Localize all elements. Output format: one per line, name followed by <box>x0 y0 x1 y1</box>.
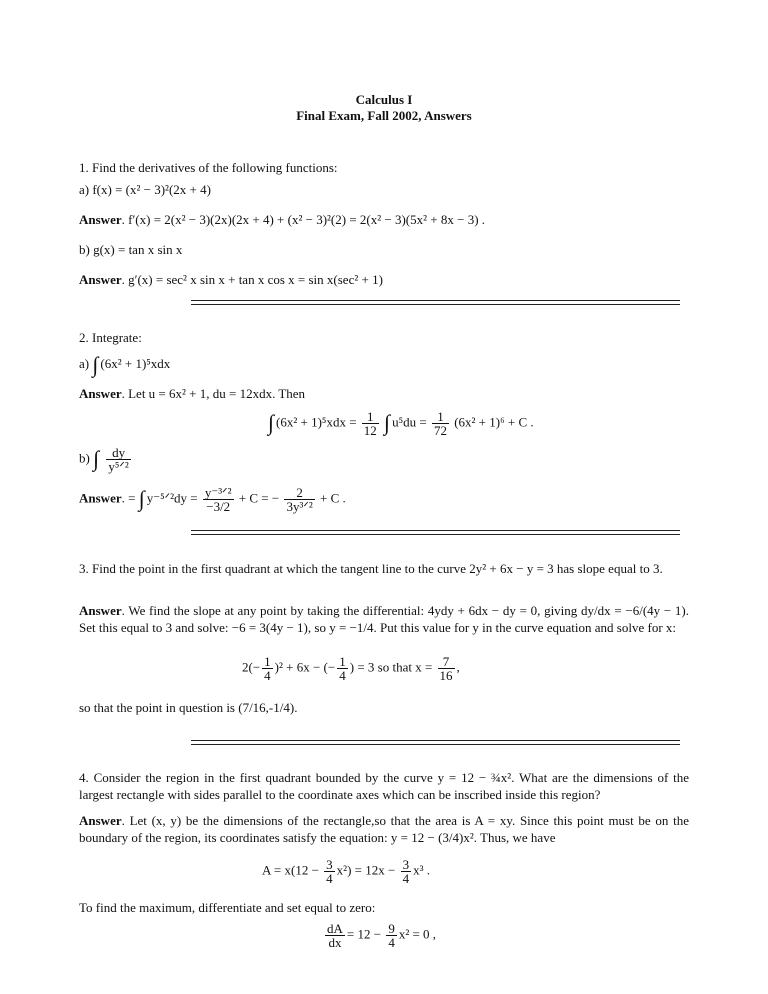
fraction-numerator: 1 <box>362 410 379 424</box>
eq-left: (6x² + 1)⁵xdx = <box>276 414 357 430</box>
integral-sign: ∫ <box>92 352 99 377</box>
fraction-numerator: y⁻³ᐟ² <box>204 485 232 500</box>
integral-sign: ∫ <box>384 410 391 436</box>
section-divider <box>191 300 680 305</box>
fraction <box>438 655 455 682</box>
answer-label: Answer <box>79 212 122 227</box>
problem-4-equation-2 <box>323 922 436 949</box>
problem-4-answer <box>79 812 689 846</box>
answer-label: Answer <box>79 603 122 618</box>
section-divider <box>191 740 680 745</box>
answer-pre: . = <box>121 490 136 506</box>
eq-part: 2(− <box>242 659 261 675</box>
fraction-denominator: 4 <box>402 871 410 886</box>
fraction <box>262 655 273 682</box>
answer-text: . Let u = 6x² + 1, du = 12xdx. Then <box>121 386 306 401</box>
integral-sign: ∫ <box>138 486 145 512</box>
problem-1-prompt: 1. Find the derivatives of the following functions: <box>79 160 338 175</box>
fraction-denominator: 4 <box>388 935 395 950</box>
problem-2a-question <box>79 352 170 378</box>
section-divider <box>191 530 680 535</box>
problem-4-equation-1 <box>262 858 430 885</box>
answer-label: Answer <box>79 813 122 828</box>
page-title: Calculus I <box>355 92 413 107</box>
integral-sign: ∫ <box>93 446 100 472</box>
fraction-denominator: 72 <box>433 423 447 438</box>
problem-1a-question: a) f(x) = (x² − 3)²(2x + 4) <box>79 182 211 197</box>
eq-end: + C . <box>320 490 346 506</box>
fraction <box>324 858 335 885</box>
fraction-denominator: 3y³ᐟ² <box>286 499 313 514</box>
problem-2b-answer <box>79 486 346 513</box>
answer-text: . Let (x, y) be the dimensions of the rectangle,so that the area is A = xy. Since this point must be on the boundary of the region, its coordinates satisfy the equation: y = 12 − (3/4)x². Thus, we have <box>79 813 689 845</box>
item-label: b) <box>79 450 90 466</box>
eq-part: = 12 − <box>346 926 382 942</box>
fraction-denominator: 4 <box>326 871 333 886</box>
eq-right: (6x² + 1)⁶ + C . <box>454 414 534 430</box>
problem-3-prompt: 3. Find the point in the first quadrant at which the tangent line to the curve 2y² + 6x − y = 3 has slope equal to 3. <box>79 561 663 576</box>
problem-2b-question <box>79 446 133 473</box>
problem-1b-answer <box>79 272 383 288</box>
fraction-numerator: dy <box>106 446 130 460</box>
answer-label: Answer <box>79 490 122 506</box>
fraction <box>386 922 397 949</box>
fraction <box>337 655 348 682</box>
problem-4-text: To find the maximum, differentiate and set equal to zero: <box>79 900 376 915</box>
problem-3-equation <box>242 655 460 682</box>
item-label: a) <box>79 356 90 371</box>
integral-sign: ∫ <box>268 410 275 436</box>
eq-part: x² = 0 , <box>398 926 437 942</box>
problem-2-prompt: 2. Integrate: <box>79 330 142 345</box>
fraction <box>362 410 379 437</box>
fraction-numerator: 7 <box>438 655 455 669</box>
problem-3-answer <box>79 602 689 636</box>
eq-mid: + C = − <box>238 490 280 506</box>
fraction-denominator: 12 <box>363 423 377 438</box>
fraction-numerator: 2 <box>284 486 314 500</box>
problem-1a-answer <box>79 212 485 228</box>
answer-text: . g′(x) = sec² x sin x + tan x cos x = sin x(sec² + 1) <box>121 272 383 287</box>
eq-part: x²) = 12x − <box>336 862 396 878</box>
integrand: (6x² + 1)⁵xdx <box>100 356 171 371</box>
fraction-denominator: 4 <box>264 668 271 683</box>
answer-text: . We find the slope at any point by taking the differential: 4ydy + 6dx − dy = 0, giving dy/dx = −6/(4y − 1). Set this equal to 3 and solve: −6 = 3(4y − 1), so y = −1/4. Put this value for y in the curve equation and solve for x: <box>79 603 689 635</box>
answer-label: Answer <box>79 272 122 287</box>
eq-part: )² + 6x − (− <box>274 659 336 675</box>
eq-part: A = x(12 − <box>262 862 319 878</box>
fraction-denominator: y⁵ᐟ² <box>108 459 129 474</box>
fraction <box>284 486 314 513</box>
fraction-denominator: dx <box>328 935 342 950</box>
eq-part: ) = 3 so that x = <box>349 659 433 675</box>
fraction <box>325 922 345 949</box>
answer-text: . f′(x) = 2(x² − 3)(2x)(2x + 4) + (x² − 3)²(2) = 2(x² − 3)(5x² + 8x − 3) . <box>121 212 486 227</box>
problem-2a-answer <box>79 386 305 402</box>
problem-2a-equation <box>268 410 534 437</box>
fraction-numerator: 3 <box>402 857 410 872</box>
page-subtitle: Final Exam, Fall 2002, Answers <box>296 108 472 123</box>
fraction <box>401 858 412 885</box>
fraction <box>432 410 449 437</box>
fraction <box>106 446 130 473</box>
fraction-numerator: 1 <box>264 654 271 669</box>
integrand: y⁻⁵ᐟ²dy = <box>146 490 198 506</box>
fraction-denominator: 16 <box>439 668 453 683</box>
fraction <box>203 486 234 513</box>
eq-part: , <box>456 659 460 675</box>
problem-1b-question: b) g(x) = tan x sin x <box>79 242 183 257</box>
answer-label: Answer <box>79 386 122 401</box>
fraction-numerator: 1 <box>432 410 449 424</box>
eq-mid: u⁵du = <box>392 414 427 430</box>
fraction-numerator: 9 <box>388 921 395 936</box>
fraction-numerator: dA <box>327 921 343 936</box>
fraction-numerator: 3 <box>326 857 333 872</box>
fraction-denominator: −3/2 <box>206 499 231 514</box>
problem-4-prompt: 4. Consider the region in the first quadrant bounded by the curve y = 12 − ¾x². What are the dimensions of the largest rectangle with sides parallel to the coordinate axes which can be inscribed inside this region? <box>79 770 689 802</box>
fraction-numerator: 1 <box>339 654 346 669</box>
problem-3-conclusion: so that the point in question is (7/16,-1/4). <box>79 700 298 715</box>
eq-part: x³ . <box>413 862 430 878</box>
fraction-denominator: 4 <box>339 668 346 683</box>
